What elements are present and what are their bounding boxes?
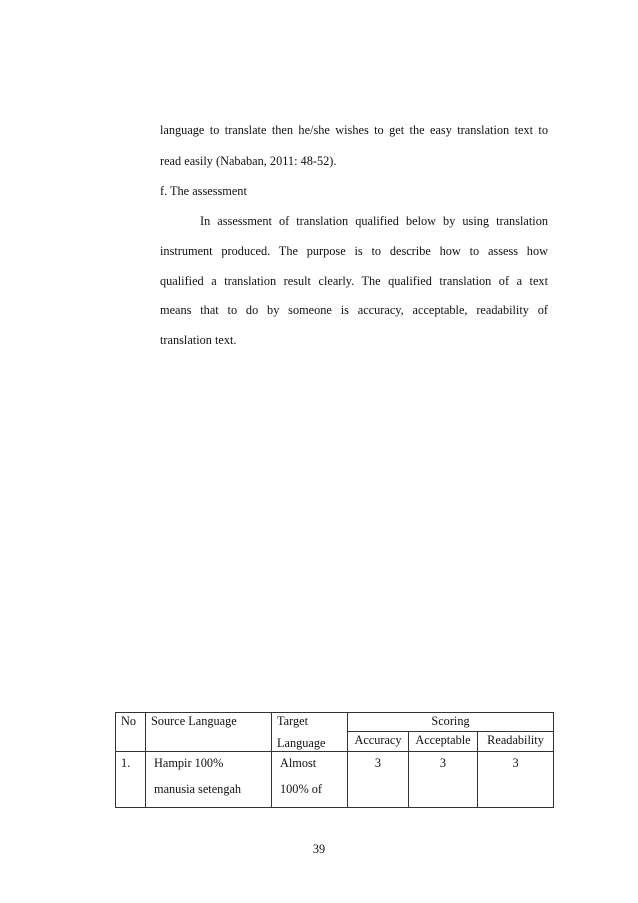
header-scoring (348, 713, 554, 732)
row-readability-text: 3 (512, 756, 519, 770)
page-number: 39 (312, 842, 326, 856)
row-acceptable-text: 3 (439, 756, 447, 770)
header-accuracy (348, 731, 409, 751)
header-readability (478, 731, 554, 751)
header-acceptable (409, 731, 478, 751)
paragraph-line: means that to do by someone is accuracy, acceptable, readability of (160, 303, 548, 317)
table-row (116, 752, 554, 808)
header-no (116, 713, 146, 752)
header-acceptable-text: Acceptable (415, 732, 471, 747)
row-acceptable-score (409, 752, 478, 808)
row-source-line1: Hampir 100% (154, 756, 224, 770)
row-no (116, 752, 146, 808)
row-source-language (146, 752, 272, 808)
row-target-line1: Almost (280, 756, 317, 770)
header-scoring-text: Scoring (431, 714, 470, 728)
row-source-line2: manusia setengah (154, 782, 242, 796)
row-accuracy-text: 3 (374, 756, 382, 770)
paragraph-line: language to translate then he/she wishes to get the easy translation text to (160, 123, 548, 137)
paragraph-line: translation text. (160, 333, 237, 347)
paragraph-line: instrument produced. The purpose is to describe how to assess how (160, 244, 548, 258)
section-heading: f. The assessment (160, 184, 247, 198)
paragraph-line: read easily (Nababan, 2011: 48-52). (160, 154, 337, 168)
paragraph-line: In assessment of translation qualified below by using translation (200, 214, 548, 228)
row-target-language (272, 752, 348, 808)
scoring-table (115, 712, 554, 808)
header-source-text: Source Language (151, 714, 237, 728)
header-target-language (272, 713, 348, 752)
row-no-text: 1. (121, 756, 131, 770)
header-no-text: No (121, 714, 137, 728)
header-readability-text: Readability (487, 732, 544, 747)
header-accuracy-text: Accuracy (354, 732, 402, 747)
row-readability-score (478, 752, 554, 808)
header-target-line2: Language (277, 736, 326, 750)
paragraph-line: qualified a translation result clearly. The qualified translation of a text (160, 274, 548, 288)
header-target-line1: Target (277, 714, 309, 728)
row-accuracy-score (348, 752, 409, 808)
header-source-language (146, 713, 272, 752)
row-target-line2: 100% of (280, 782, 323, 796)
